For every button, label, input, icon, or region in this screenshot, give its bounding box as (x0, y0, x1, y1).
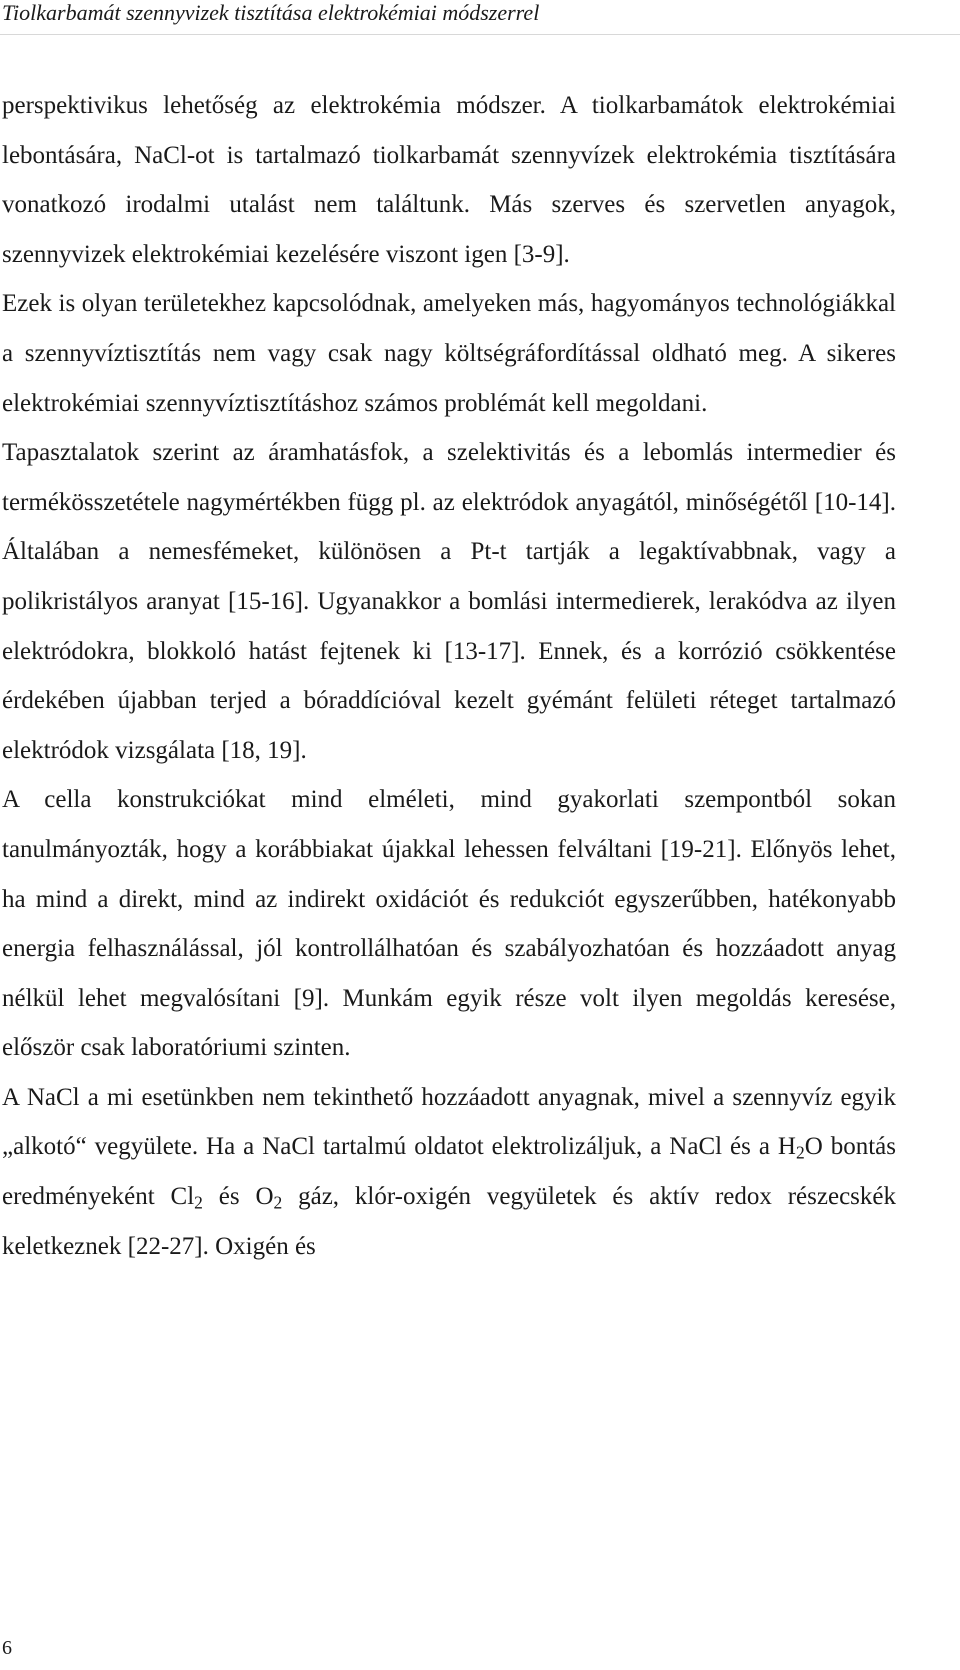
paragraph-text: és O (202, 1183, 274, 1211)
running-header: Tiolkarbamát szennyvizek tisztítása elektrokémiai módszerrel (2, 0, 540, 25)
page-number: 6 (2, 1637, 12, 1659)
subscript: 2 (194, 1192, 203, 1213)
paragraph: A cella konstrukciókat mind elméleti, mind gyakorlati szempontból sokan tanulmányozták, hogy a korábbiakat újakkal lehessen felváltani [19-21]. Előnyös lehet, ha mind a direkt, mind az indirekt oxidációt és redukciót egyszerűbben, hatékonyabb energia felhasználással, jól kontrollálhatóan és szabályozhatóan és hozzáadott anyag nélkül lehet megvalósítani [9]. Munkám egyik része volt ilyen megoldás keresése, először csak laboratóriumi szinten. (2, 786, 896, 1062)
paragraph-text: gáz, klór-oxigén vegyületek és aktív redox részecskék keletkeznek [22-27]. Oxigén és (2, 1183, 896, 1260)
paragraph-text: A NaCl a mi esetünkben nem tekinthető hozzáadott anyagnak, mivel a szennyvíz egyik „alkotó“ vegyülete. Ha a NaCl tartalmú oldatot elektrolizáljuk, a NaCl és a H (2, 1083, 896, 1161)
paragraph: Tapasztalatok szerint az áramhatásfok, a szelektivitás és a lebomlás intermedier és termékösszetétele nagymértékben függ pl. az elektródok anyagától, minőségétől [10-14]. Általában a nemesfémeket, különösen a Pt-t tartják a legaktívabbnak, vagy a polikristályos aranyat [15-16]. Ugyanakkor a bomlási intermedierek, lerakódva az ilyen elektródokra, blokkoló hatást fejtenek ki [13-17]. Ennek, és a korrózió csökkentése érdekében újabban terjed a bóraddícióval kezelt gyémánt felületi réteget tartalmazó elektródok vizsgálata [18, 19]. (2, 439, 896, 764)
paragraph (2, 1073, 896, 1271)
paragraph-text: O bontás eredményeként Cl (2, 1133, 896, 1211)
body-text (2, 81, 896, 1271)
header-divider (0, 34, 960, 35)
subscript: 2 (795, 1142, 805, 1163)
subscript: 2 (273, 1192, 283, 1213)
paragraph: perspektivikus lehetőség az elektrokémia módszer. A tiolkarbamátok elektrokémiai lebontására, NaCl-ot is tartalmazó tiolkarbamát szennyvízek elektrokémia tisztítására vonatkozó irodalmi utalást nem találtunk. Más szerves és szervetlen anyagok, szennyvizek elektrokémiai kezelésére viszont igen [3-9]. (2, 92, 896, 268)
paragraph: Ezek is olyan területekhez kapcsolódnak, amelyeken más, hagyományos technológiákkal a szennyvíztisztítás nem vagy csak nagy költségráfordítással oldható meg. A sikeres elektrokémiai szennyvíztisztításhoz számos problémát kell megoldani. (2, 290, 896, 417)
